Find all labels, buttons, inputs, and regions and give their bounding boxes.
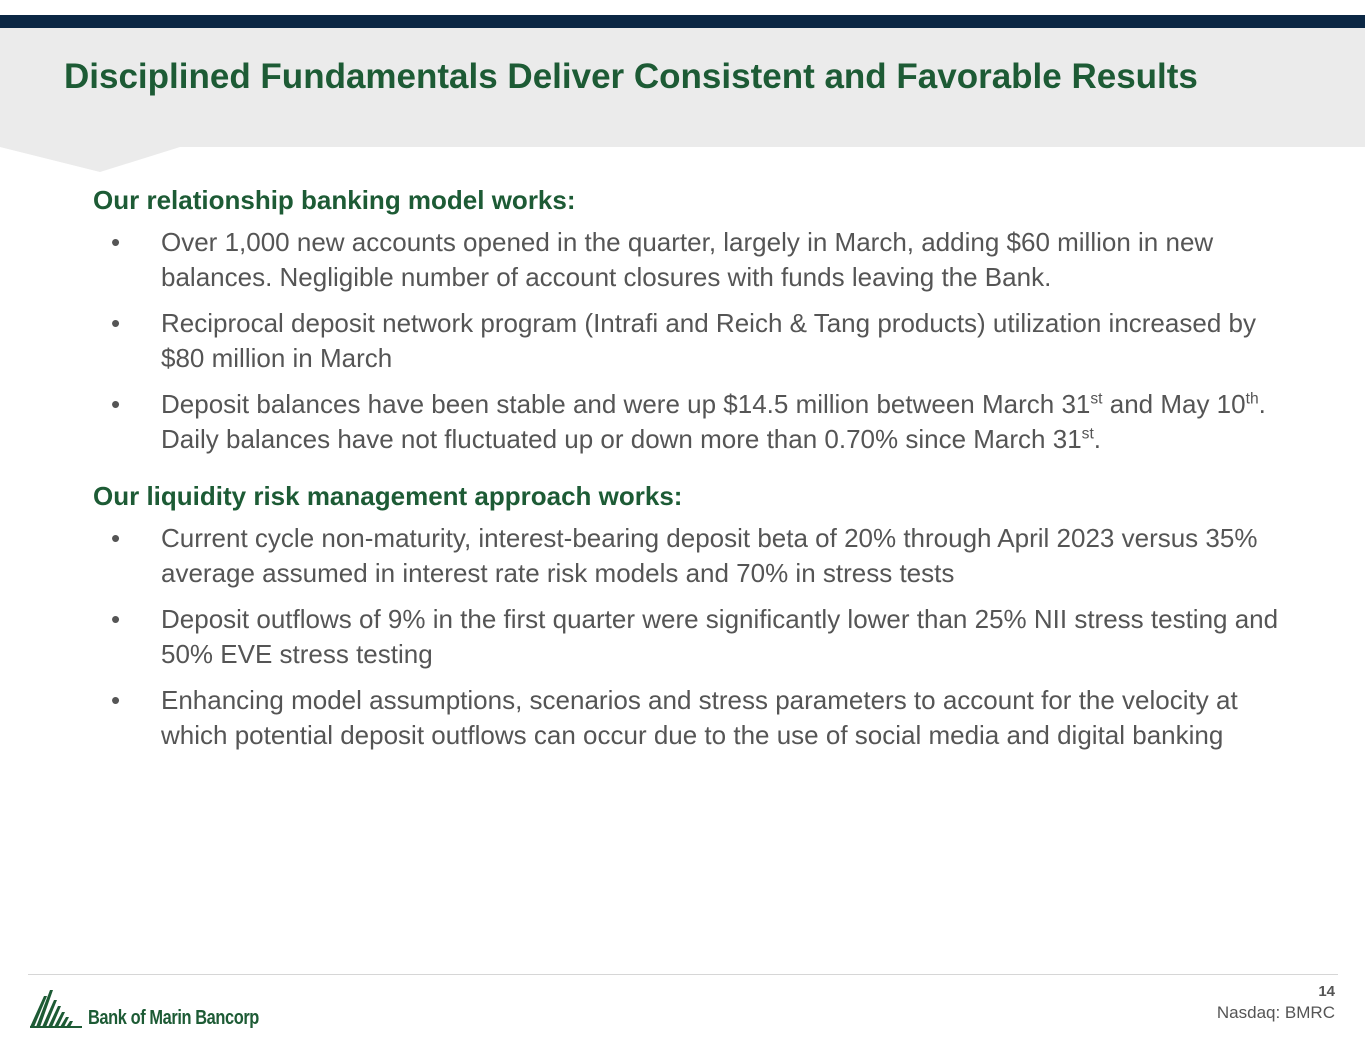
- logo-text: Bank of Marin Bancorp: [88, 1007, 259, 1029]
- bullet-text: Over 1,000 new accounts opened in the quarter, largely in March, adding $60 million in new balances. Negligible number of account closures with funds leaving the Bank.: [161, 227, 1214, 292]
- list-item: [93, 602, 1303, 672]
- footer-divider: [28, 974, 1338, 975]
- list-item: [93, 306, 1303, 376]
- section-heading: Our relationship banking model works:: [93, 185, 576, 215]
- bullet-icon: •: [111, 227, 121, 257]
- bullet-text: Deposit outflows of 9% in the first quarter were significantly lower than 25% NII stress testing and 50% EVE stress testing: [161, 604, 1279, 669]
- bullet-text: Current cycle non-maturity, interest-bearing deposit beta of 20% through April 2023 versus 35% average assumed in interest rate risk models and 70% in stress tests: [161, 523, 1258, 588]
- bullet-list: [93, 521, 1303, 753]
- section-liquidity-risk: [93, 479, 1303, 753]
- page-number: 14: [1318, 983, 1335, 1000]
- slide-content: [93, 183, 1303, 764]
- bullet-text: Enhancing model assumptions, scenarios and stress parameters to account for the velocity at which potential deposit outflows can occur due to the use of social media and digital banking: [161, 685, 1238, 750]
- list-item: [93, 683, 1303, 753]
- section-heading: Our liquidity risk management approach works:: [93, 481, 683, 511]
- bullet-list: [93, 225, 1303, 457]
- tree-icon: [30, 990, 82, 1028]
- header-tab-shape: [0, 147, 180, 172]
- ticker-symbol: Nasdaq: BMRC: [1216, 1003, 1335, 1022]
- bullet-text: Reciprocal deposit network program (Intrafi and Reich & Tang products) utilization increased by $80 million in March: [161, 308, 1256, 373]
- section-relationship-banking: [93, 183, 1303, 457]
- page-title: Disciplined Fundamentals Deliver Consistent and Favorable Results: [64, 57, 1198, 96]
- list-item: [93, 387, 1303, 457]
- top-accent-bar: [0, 15, 1365, 28]
- list-item: [93, 521, 1303, 591]
- bank-logo: [30, 990, 296, 1028]
- bullet-icon: •: [111, 389, 121, 419]
- list-item: [93, 225, 1303, 295]
- bullet-text: Deposit balances have been stable and were up $14.5 million between March 31st and May 10th. Daily balances have not fluctuated up or down more than 0.70% since March 31st.: [161, 389, 1266, 454]
- bullet-icon: •: [111, 523, 121, 553]
- bullet-icon: •: [111, 308, 121, 338]
- bullet-icon: •: [111, 685, 121, 715]
- bullet-icon: •: [111, 604, 121, 634]
